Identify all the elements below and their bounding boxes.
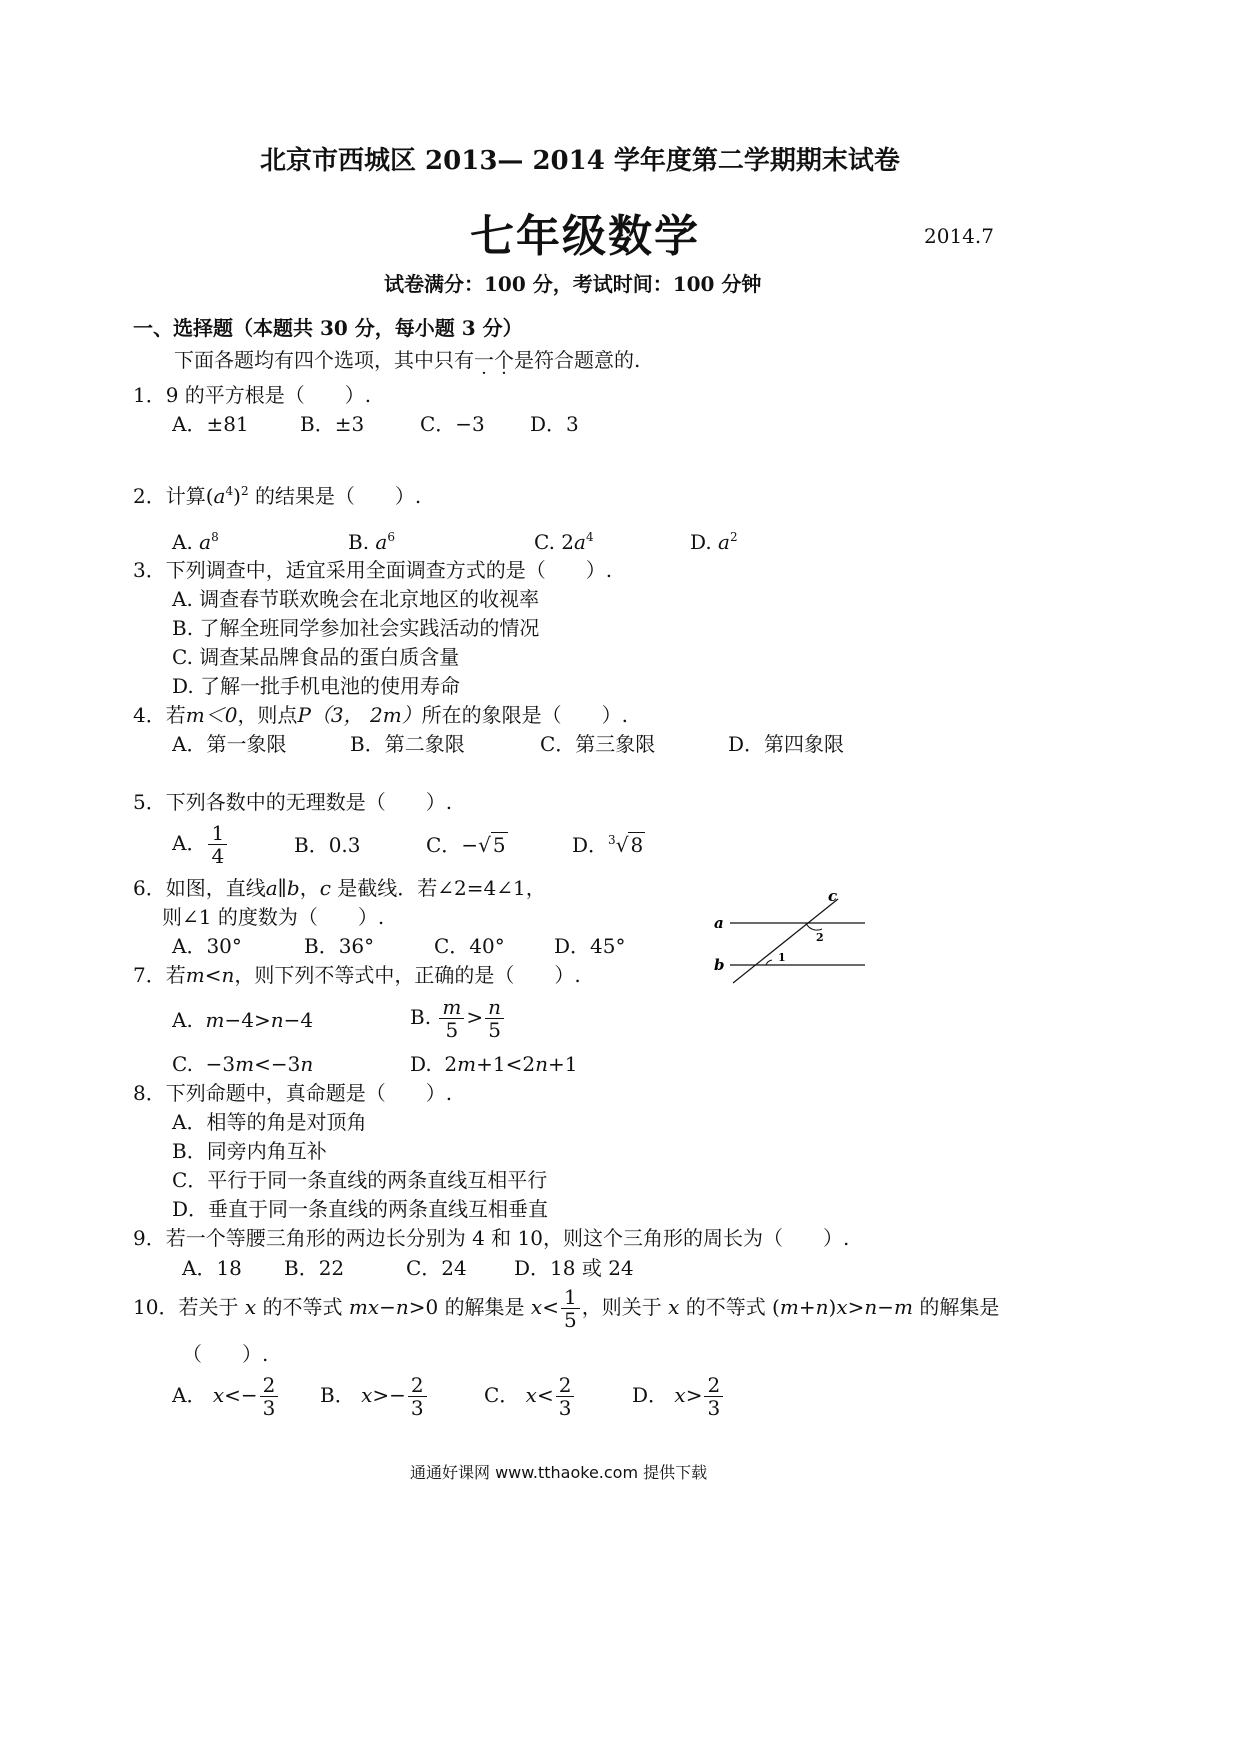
q9-option-d: D．18 或 24 bbox=[514, 1256, 634, 1280]
parallel-lines-figure bbox=[700, 885, 880, 990]
q4-option-d: D．第四象限 bbox=[728, 732, 845, 756]
q7-option-a: A. m−4>n−4 bbox=[172, 1008, 314, 1032]
q3-option-c: C. 调查某品牌食品的蛋白质含量 bbox=[172, 645, 460, 669]
q3-stem: 3．下列调查中，适宜采用全面调查方式的是（ ）. bbox=[133, 558, 613, 582]
q6-line1: 6．如图，直线a∥b，c 是截线．若∠2=4∠1， bbox=[133, 876, 546, 900]
q9-option-c: C．24 bbox=[406, 1256, 467, 1280]
q9-option-a: A．18 bbox=[182, 1256, 242, 1280]
q5-option-c: C．−√ 5 bbox=[426, 833, 506, 857]
q5-option-a: A． $\frac{1}{4}$ bbox=[172, 822, 229, 867]
angle-1-arc bbox=[766, 960, 772, 965]
q7-option-c: C. −3m<−3n bbox=[172, 1052, 314, 1076]
section-heading: 一、选择题（本题共 30 分，每小题 3 分） bbox=[133, 316, 523, 340]
page-footer: 通通好课网 www.tthaoke.com 提供下载 bbox=[410, 1463, 708, 1482]
q1-stem: 1．9 的平方根是（ ）. bbox=[133, 383, 372, 407]
q6-option-a: A．30° bbox=[172, 934, 242, 958]
q10-option-b: B． x>− $\frac{2}{3}$ bbox=[320, 1374, 429, 1419]
instruction-pre: 下面各题均有四个选项，其中只有 bbox=[174, 348, 474, 372]
exam-title: 北京市西城区 2013— 2014 学年度第二学期期末试卷 bbox=[260, 146, 900, 176]
q1-option-c: C．−3 bbox=[420, 412, 485, 436]
q3-option-a: A. 调查春节联欢晚会在北京地区的收视率 bbox=[172, 587, 540, 611]
q4-option-c: C．第三象限 bbox=[540, 732, 656, 756]
q10-stem: 10．若关于 x 的不等式 mx−n>0 的解集是 x< $\frac{1}{5}$ ，则关于 x 的不等式 (m+n)x>n−m 的解集是 bbox=[133, 1285, 1000, 1332]
q6-line2: 则∠1 的度数为（ ）. bbox=[162, 905, 385, 929]
q2-post: 的结果是（ ）. bbox=[254, 484, 422, 508]
q5-option-d: D．$^3$√ 8 bbox=[572, 833, 644, 857]
q4-stem: 4．若m＜0，则点P（3， 2m）所在的象限是（ ）. bbox=[133, 703, 629, 727]
q2-stem bbox=[133, 484, 421, 508]
q2-expression: $(a^4)^2$ bbox=[205, 484, 249, 508]
q1-option-b: B．±3 bbox=[300, 412, 365, 436]
angle-2-arc bbox=[806, 923, 822, 930]
q9-stem: 9．若一个等腰三角形的两边长分别为 4 和 10，则这个三角形的周长为（ ）. bbox=[133, 1226, 850, 1250]
q2-option-b: B. $a^6$ bbox=[348, 530, 395, 554]
q9-option-b: B．22 bbox=[284, 1256, 345, 1280]
label-angle-2: 2 bbox=[816, 931, 824, 944]
q6-option-d: D．45° bbox=[554, 934, 626, 958]
q3-option-d: D. 了解一批手机电池的使用寿命 bbox=[172, 674, 461, 698]
q2-pre: 2．计算 bbox=[133, 484, 206, 508]
q1-option-a: A．±81 bbox=[172, 412, 249, 436]
label-b: b bbox=[714, 956, 725, 974]
q8-stem: 8．下列命题中，真命题是（ ）. bbox=[133, 1081, 453, 1105]
emphasis-ge: 个 bbox=[494, 348, 514, 372]
q10-option-c: C． x< $\frac{2}{3}$ bbox=[484, 1374, 576, 1419]
q3-option-b: B. 了解全班同学参加社会实践活动的情况 bbox=[172, 616, 540, 640]
q8-option-a: A．相等的角是对顶角 bbox=[172, 1110, 367, 1134]
fraction-one-quarter: $\frac{1}{4}$ bbox=[208, 822, 227, 867]
label-c: c bbox=[828, 887, 838, 905]
q10-option-d: D． x> $\frac{2}{3}$ bbox=[632, 1374, 725, 1419]
q4-point: P（3， 2m） bbox=[297, 703, 422, 727]
q1-option-d: D．3 bbox=[530, 412, 579, 436]
q6-option-c: C．40° bbox=[434, 934, 505, 958]
q8-option-d: D．垂直于同一条直线的两条直线互相垂直 bbox=[172, 1197, 549, 1221]
q2-option-c: C. $2a^4$ bbox=[534, 530, 594, 554]
q4-condition: m＜0 bbox=[185, 703, 238, 727]
emphasis-one: 一 bbox=[474, 348, 494, 372]
q7-option-d: D. 2m+1<2n+1 bbox=[410, 1052, 578, 1076]
q10-option-a: A． x<− $\frac{2}{3}$ bbox=[172, 1374, 280, 1419]
q6-option-b: B．36° bbox=[304, 934, 375, 958]
q7-option-b: B. $\frac{m}{5}$ > $\frac{n}{5}$ bbox=[410, 996, 506, 1041]
q2-option-d: D. $a^2$ bbox=[690, 530, 738, 554]
exam-date: 2014.7 bbox=[924, 224, 994, 248]
q8-option-b: B．同旁内角互补 bbox=[172, 1139, 327, 1163]
q8-option-c: C．平行于同一条直线的两条直线互相平行 bbox=[172, 1168, 548, 1192]
instruction-post: 是符合题意的. bbox=[514, 348, 641, 372]
label-a: a bbox=[714, 914, 724, 932]
label-angle-1: 1 bbox=[778, 951, 786, 964]
subject-title: 七年级数学 bbox=[470, 211, 700, 262]
q4-option-b: B．第二象限 bbox=[350, 732, 465, 756]
q4-option-a: A．第一象限 bbox=[172, 732, 287, 756]
q7-stem: 7．若m<n，则下列不等式中，正确的是（ ）. bbox=[133, 963, 581, 987]
q5-stem: 5．下列各数中的无理数是（ ）. bbox=[133, 790, 453, 814]
q2-option-a: A. $a^8$ bbox=[172, 530, 219, 554]
section-instruction bbox=[174, 348, 640, 372]
exam-info: 试卷满分：100 分，考试时间：100 分钟 bbox=[384, 272, 762, 296]
q5-option-b: B．0.3 bbox=[294, 833, 361, 857]
q10-line2: （ ）. bbox=[182, 1342, 269, 1366]
